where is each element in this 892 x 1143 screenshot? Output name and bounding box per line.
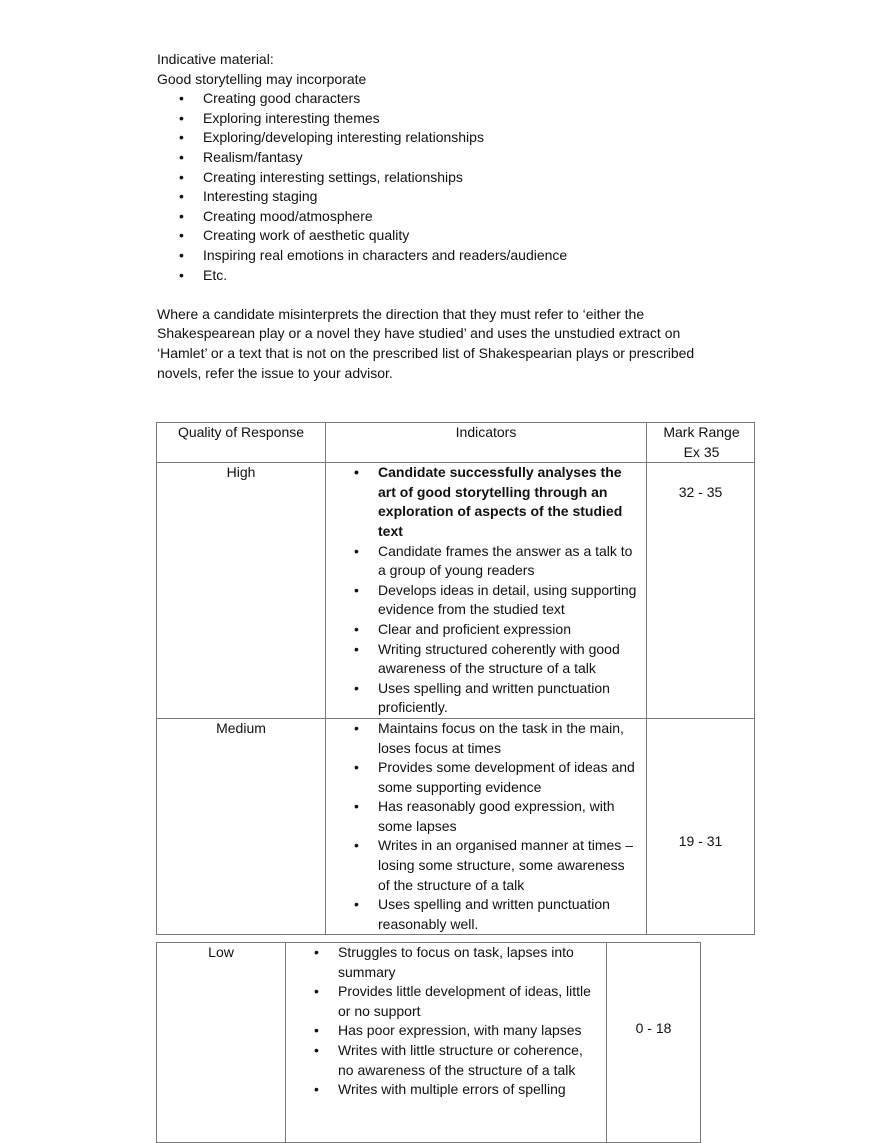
list-item: • Etc. [157,266,717,286]
list-item: • Uses spelling and written punctuation proficiently. [354,679,610,716]
bullet-icon: • [179,227,184,244]
table-row [157,463,755,719]
bullet-icon: • [354,640,359,657]
indicator-list [326,719,646,935]
list-item: • Has reasonably good expression, with some lapses [354,798,615,834]
mark-range-cell [647,718,755,935]
list-item: • Writes in an organised manner at times – losing some structure, some awareness of the structure of a talk [354,837,633,893]
mark-range-value: 19 - 31 [678,832,723,849]
quality-cell: High [157,463,326,719]
list-item: • Clear and proficient expression [326,620,646,640]
bullet-icon: • [179,109,184,126]
quality-header: Quality of Response [157,423,326,463]
bullet-icon: • [314,983,319,1000]
mark-range-value: 0 - 18 [635,1020,672,1036]
list-item: • Uses spelling and written punctuation reasonably well. [354,896,610,932]
bullet-icon: • [354,798,359,815]
list-item: • Exploring interesting themes [157,109,717,129]
marking-rubric-table-continued [156,942,701,1143]
list-item: • Provides some development of ideas and some supporting evidence [354,759,635,795]
list-item: • Develops ideas in detail, using supporting evidence from the studied text [354,581,637,618]
indicators-cell [286,943,607,1143]
bullet-icon: • [179,266,184,283]
list-item: • Inspiring real emotions in characters and readers/audience [157,246,717,266]
bullet-icon: • [314,1081,319,1098]
section-heading: Indicative material: [157,51,274,67]
list-item: • Writes with multiple errors of spelling [286,1080,606,1100]
indicator-list [326,463,646,718]
table-row [157,943,701,1143]
bullet-icon: • [179,129,184,146]
list-item: • Creating interesting settings, relationships [157,168,717,188]
indicator-list [286,943,606,1100]
list-item: • Candidate frames the answer as a talk to a group of young readers [354,542,633,579]
indicative-material-section [157,50,717,383]
bullet-icon: • [314,1022,319,1039]
list-item: • Exploring/developing interesting relationships [157,128,717,148]
marking-rubric-table [156,422,755,935]
bullet-icon: • [179,188,184,205]
bullet-icon: • [354,542,359,559]
bullet-icon: • [314,944,319,960]
quality-cell: Medium [157,718,326,935]
bullet-icon: • [354,837,359,854]
list-item: • Creating good characters [157,89,717,109]
bullet-icon: • [179,246,184,263]
mark-range-header: Mark Range Ex 35 [647,423,755,463]
list-item: • Candidate successfully analyses the art of good storytelling through an exploration of aspects of the studied text [354,464,623,539]
bullet-icon: • [354,464,359,481]
mark-range-value: 32 - 35 [678,484,723,501]
mark-range-cell [647,463,755,719]
table-header-row [157,423,755,463]
list-item: • Interesting staging [157,187,717,207]
bullet-icon: • [354,581,359,598]
bullet-icon: • [179,207,184,224]
quality-cell: Low [157,943,286,1143]
list-item: • Writes with little structure or coherence, no awareness of the structure of a talk [314,1041,583,1078]
bullet-icon: • [179,148,184,165]
bullet-icon: • [354,896,359,913]
list-item: • Creating work of aesthetic quality [157,226,717,246]
advisor-note: Where a candidate misinterprets the direction that they must refer to ‘either the Shakespearean play or a novel they have studied’ and uses the unstudied extract on ‘Hamlet’ or a text that is not on the prescribed list of Shakespearian plays or prescribed novels, refer the issue to your advisor. [157,305,695,381]
bullet-icon: • [179,90,184,107]
indicators-header: Indicators [326,423,647,463]
list-item: • Creating mood/atmosphere [157,207,717,227]
list-item: • Realism/fantasy [157,148,717,168]
list-item: • Struggles to focus on task, lapses into summary [314,944,574,980]
indicators-cell [326,463,647,719]
list-item: • Maintains focus on the task in the main, loses focus at times [354,719,624,756]
bullet-icon: • [354,679,359,696]
bullet-icon: • [314,1041,319,1058]
bullet-icon: • [179,168,184,185]
bullet-icon: • [354,719,359,736]
bullet-icon: • [354,759,359,776]
indicators-cell [326,718,647,935]
list-item: • Provides little development of ideas, little or no support [314,983,591,1019]
table-row [157,718,755,935]
storytelling-bullet-list [157,89,717,285]
mark-range-cell [607,943,701,1143]
list-item: • Has poor expression, with many lapses [286,1021,606,1041]
bullet-icon: • [354,620,359,637]
section-lead: Good storytelling may incorporate [157,70,367,87]
list-item: • Writing structured coherently with good awareness of the structure of a talk [354,640,620,677]
